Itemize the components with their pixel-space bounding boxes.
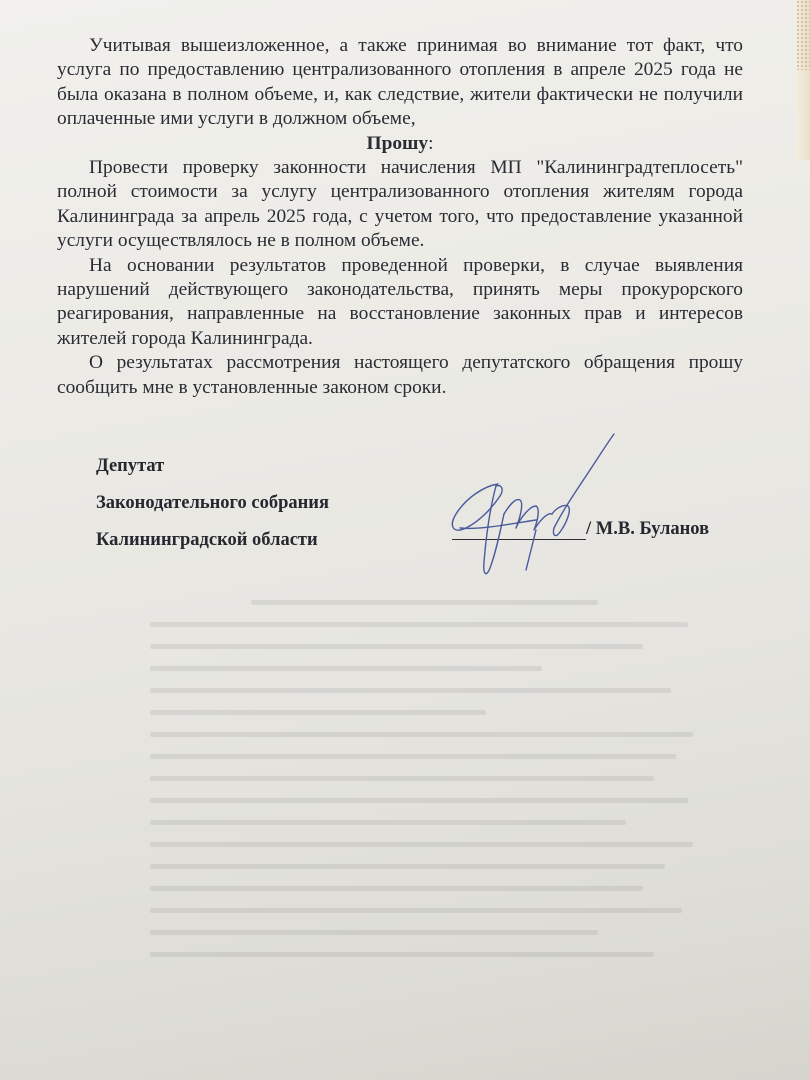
position-line-3: Калининградской области xyxy=(96,530,318,550)
request-item-1: Провести проверку законности начисления МП "Калининградтеплосеть" полной стоимости за услугу централизованного отопления жителям города Калининграда за апрель 2025 года, с учетом того, что предоставление указанной услуги осуществлялось не в полном объеме. xyxy=(57,157,743,252)
request-item-2: На основании результатов проведенной проверки, в случае выявления нарушений действующего законодательства, принять меры прокурорского реагирования, направленные на восстановление законных прав и интересов жителей города Калининграда. xyxy=(57,254,743,349)
request-colon: : xyxy=(428,132,434,154)
request-item-3: О результатах рассмотрения настоящего депутатского обращения прошу сообщить мне в установленные законом сроки. xyxy=(57,352,743,398)
signature-stroke-2 xyxy=(484,486,504,574)
letter-body xyxy=(57,34,743,400)
intro-paragraph: Учитывая вышеизложенное, а также принимая во внимание тот факт, что услуга по предоставлению централизованного отопления в апреле 2025 года не была оказана в полном объеме, и, как следствие, жители фактически не получили оплаченные ими услуги в должном объеме, xyxy=(57,35,743,130)
handwritten-signature xyxy=(440,428,630,588)
bleed-through-text xyxy=(150,600,710,1040)
position-line-2: Законодательного собрания xyxy=(96,493,329,513)
position-line-1: Депутат xyxy=(96,456,165,476)
request-label: Прошу xyxy=(366,132,429,154)
signatory-name: / М.В. Буланов xyxy=(586,519,710,539)
signature-stroke-5 xyxy=(554,434,614,528)
signature-stroke-4 xyxy=(552,505,569,535)
signature-stroke-6 xyxy=(526,530,536,570)
request-heading xyxy=(57,132,743,156)
signature-stroke-3 xyxy=(504,500,552,530)
signatory-position xyxy=(96,455,329,566)
paper-edge-pattern xyxy=(796,0,810,70)
